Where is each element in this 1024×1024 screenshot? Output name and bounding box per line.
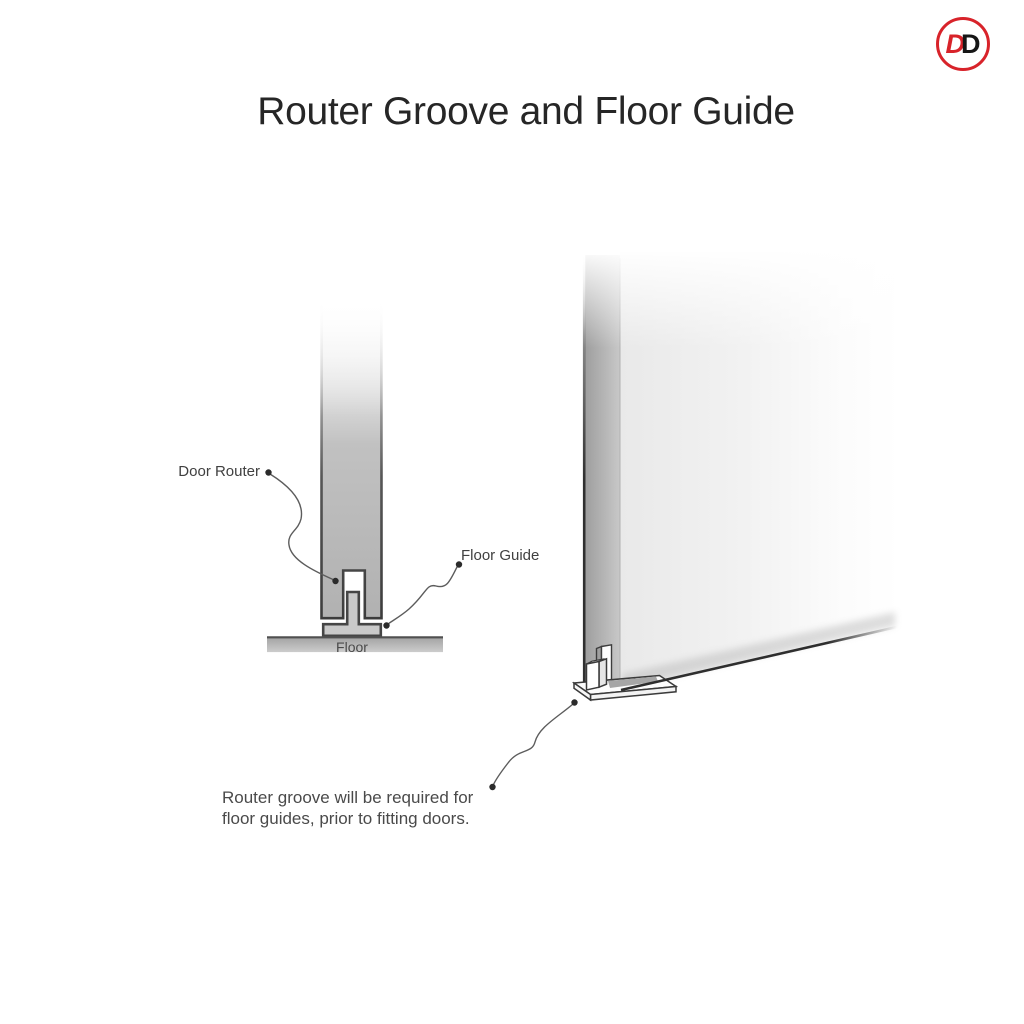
page-title: Router Groove and Floor Guide: [257, 90, 795, 134]
note-text: [222, 787, 473, 829]
leader-floor-guide: [388, 566, 458, 624]
guide-tab-side: [599, 659, 607, 687]
leader-note: [493, 704, 573, 786]
perspective-diagram: [489, 248, 920, 790]
leader-dot: [332, 578, 338, 584]
door-top-fade: [316, 298, 388, 416]
note-line-2: floor guides, prior to fitting doors.: [222, 809, 470, 828]
logo-letter-d-red: D: [945, 28, 965, 59]
door-router-label: Door Router: [178, 463, 260, 480]
leader-dot: [571, 699, 577, 705]
leader-dot: [383, 622, 389, 628]
note-line-1: Router groove will be required for: [222, 788, 474, 807]
guide-tab-front: [587, 662, 600, 691]
floor-guide-label: Floor Guide: [461, 547, 540, 564]
leader-dot: [489, 784, 495, 790]
cross-section-diagram: [265, 298, 462, 652]
leader-dot: [265, 469, 271, 475]
door-top-fade: [578, 248, 920, 348]
floor-label: Floor: [336, 639, 368, 655]
logo-letter-d-black: D: [961, 28, 981, 59]
